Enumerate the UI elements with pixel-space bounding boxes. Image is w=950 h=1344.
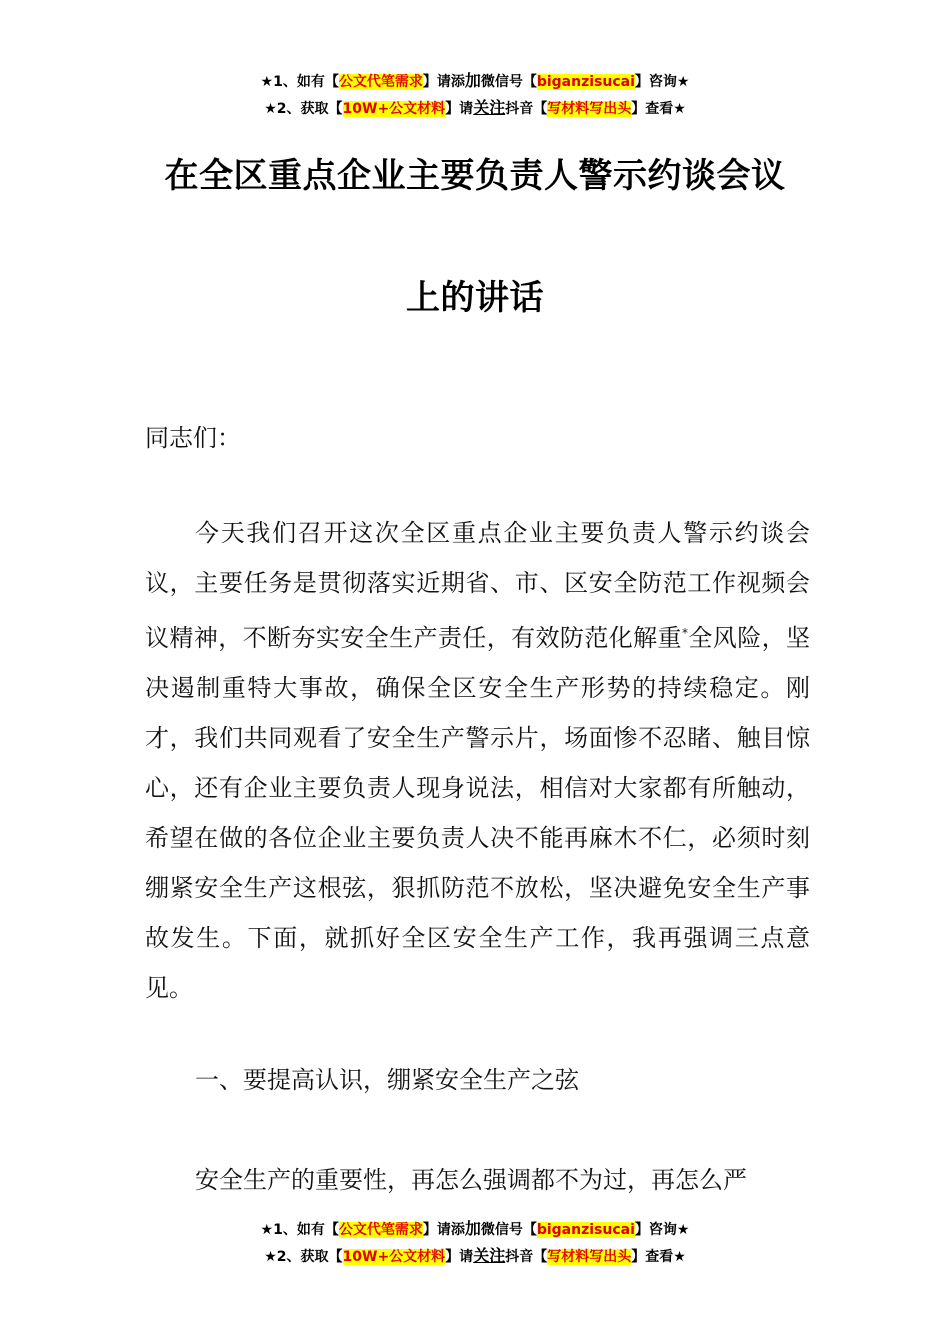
footer-banner — [0, 1216, 950, 1270]
highlight-materials: 10W+公文材料 — [342, 1249, 446, 1265]
paragraph-2: 安全生产的重要性，再怎么强调都不为过，再怎么严 — [195, 1166, 747, 1194]
greeting: 同志们： — [145, 424, 241, 452]
banner-line-2: ★2、获取【10W+公文材料】请关注抖音【写材料写出头】查看★ — [264, 98, 686, 117]
footnote-mark: * — [681, 626, 688, 640]
banner-line-1: ★1、如有【公文代笔需求】请添加微信号【biganzisucai】咨询★ — [260, 71, 690, 90]
highlight-douyin: 写材料写出头 — [547, 1249, 632, 1265]
document-title-line-1: 在全区重点企业主要负责人警示约谈会议 — [164, 156, 786, 196]
highlight-wechat-id: biganzisucai — [536, 1222, 635, 1238]
highlight-wechat-id: biganzisucai — [536, 74, 635, 90]
banner-line-1: ★1、如有【公文代笔需求】请添加微信号【biganzisucai】咨询★ — [260, 1219, 690, 1238]
highlight-service: 公文代笔需求 — [338, 1222, 423, 1238]
highlight-douyin: 写材料写出头 — [547, 101, 632, 117]
highlight-service: 公文代笔需求 — [338, 74, 423, 90]
section-heading-1: 一、要提高认识，绷紧安全生产之弦 — [195, 1066, 579, 1094]
highlight-materials: 10W+公文材料 — [342, 101, 446, 117]
paragraph-1: 今天我们召开这次全区重点企业主要负责人警示约谈会议，主要任务是贯彻落实近期省、市、区安全防范工作视频会议精神，不断夯实安全生产责任，有效防范化解重*全风险，坚决遏制重特大事故，确保全区安全生产形势的持续稳定。刚才，我们共同观看了安全生产警示片，场面惨不忍睹、触目惊心，还有企业主要负责人现身说法，相信对大家都有所触动，希望在做的各位企业主要负责人决不能再麻木不仁，必须时刻绷紧安全生产这根弦，狠抓防范不放松，坚决避免安全生产事故发生。下面，就抓好全区安全生产工作，我再强调三点意见。 — [145, 519, 811, 1002]
banner-line-2: ★2、获取【10W+公文材料】请关注抖音【写材料写出头】查看★ — [264, 1246, 686, 1265]
header-banner — [0, 68, 950, 122]
document-title-line-2: 上的讲话 — [406, 278, 544, 318]
